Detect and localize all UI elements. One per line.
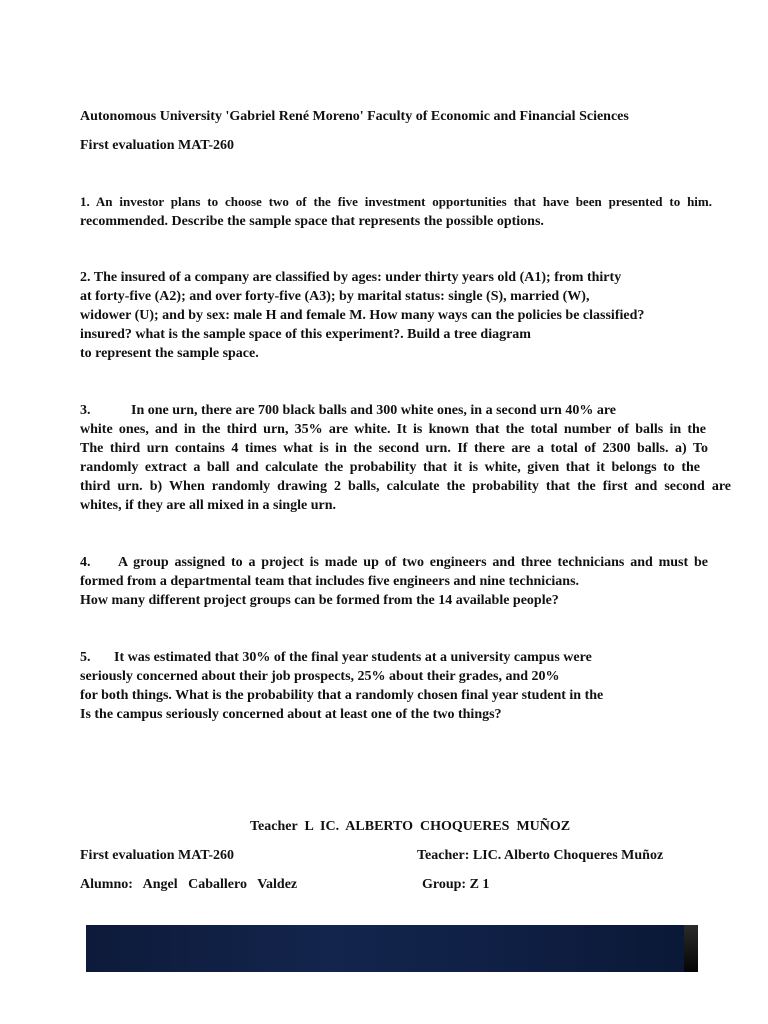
teacher-signature-line: Teacher L IC. ALBERTO CHOQUERES MUÑOZ bbox=[250, 819, 571, 834]
q2-line-2: at forty-five (A2); and over forty-five (A3); by marital status: single (S), married (W), bbox=[80, 289, 590, 304]
q3-line-5: third urn. b) When randomly drawing 2 balls, calculate the probability that the first and second are bbox=[80, 479, 731, 494]
q4-line-1: A group assigned to a project is made up of two engineers and three technicians and must be bbox=[118, 555, 708, 570]
q5-line-2: seriously concerned about their job prospects, 25% about their grades, and 20% bbox=[80, 669, 560, 684]
q5-line-3: for both things. What is the probability that a randomly chosen final year student in the bbox=[80, 688, 604, 703]
q5-line-1: It was estimated that 30% of the final year students at a university campus were bbox=[114, 650, 592, 665]
q1-line-2: recommended. Describe the sample space that represents the possible options. bbox=[80, 214, 544, 229]
q2-line-4: insured? what is the sample space of this experiment?. Build a tree diagram bbox=[80, 327, 531, 342]
q1-line-1: 1. An investor plans to choose two of the five investment opportunities that have been presented to him. bbox=[80, 194, 712, 209]
university-title: Autonomous University 'Gabriel René Moreno' Faculty of Economic and Financial Sciences bbox=[80, 109, 629, 124]
q5-number: 5. bbox=[80, 650, 91, 665]
footer-group-label: Group: Z 1 bbox=[422, 877, 490, 892]
q2-line-5: to represent the sample space. bbox=[80, 346, 259, 361]
footer-photo-strip bbox=[86, 925, 698, 972]
q5-line-4: Is the campus seriously concerned about at least one of the two things? bbox=[80, 707, 502, 722]
footer-teacher-label: Teacher: LIC. Alberto Choqueres Muñoz bbox=[417, 848, 664, 863]
evaluation-title: First evaluation MAT-260 bbox=[80, 138, 234, 153]
q4-line-3: How many different project groups can be formed from the 14 available people? bbox=[80, 593, 559, 608]
q2-line-1: 2. The insured of a company are classified by ages: under thirty years old (A1); from thirty bbox=[80, 270, 622, 285]
q4-line-2: formed from a departmental team that includes five engineers and nine technicians. bbox=[80, 574, 580, 589]
footer-evaluation-label: First evaluation MAT-260 bbox=[80, 848, 234, 863]
q3-number: 3. bbox=[80, 403, 91, 418]
q3-line-2: white ones, and in the third urn, 35% are white. It is known that the total number of balls in the bbox=[80, 422, 706, 437]
q3-line-4: randomly extract a ball and calculate the probability that it is white, given that it belongs to the bbox=[80, 460, 700, 475]
q3-line-3: The third urn contains 4 times what is in the second urn. If there are a total of 2300 balls. a) To bbox=[80, 441, 708, 456]
q3-line-1: In one urn, there are 700 black balls and 300 white ones, in a second urn 40% are bbox=[131, 403, 616, 418]
q2-line-3: widower (U); and by sex: male H and female M. How many ways can the policies be classified? bbox=[80, 308, 645, 323]
footer-student-label: Alumno: Angel Caballero Valdez bbox=[80, 877, 298, 892]
q3-line-6: whites, if they are all mixed in a single urn. bbox=[80, 498, 337, 513]
q4-number: 4. bbox=[80, 555, 91, 570]
